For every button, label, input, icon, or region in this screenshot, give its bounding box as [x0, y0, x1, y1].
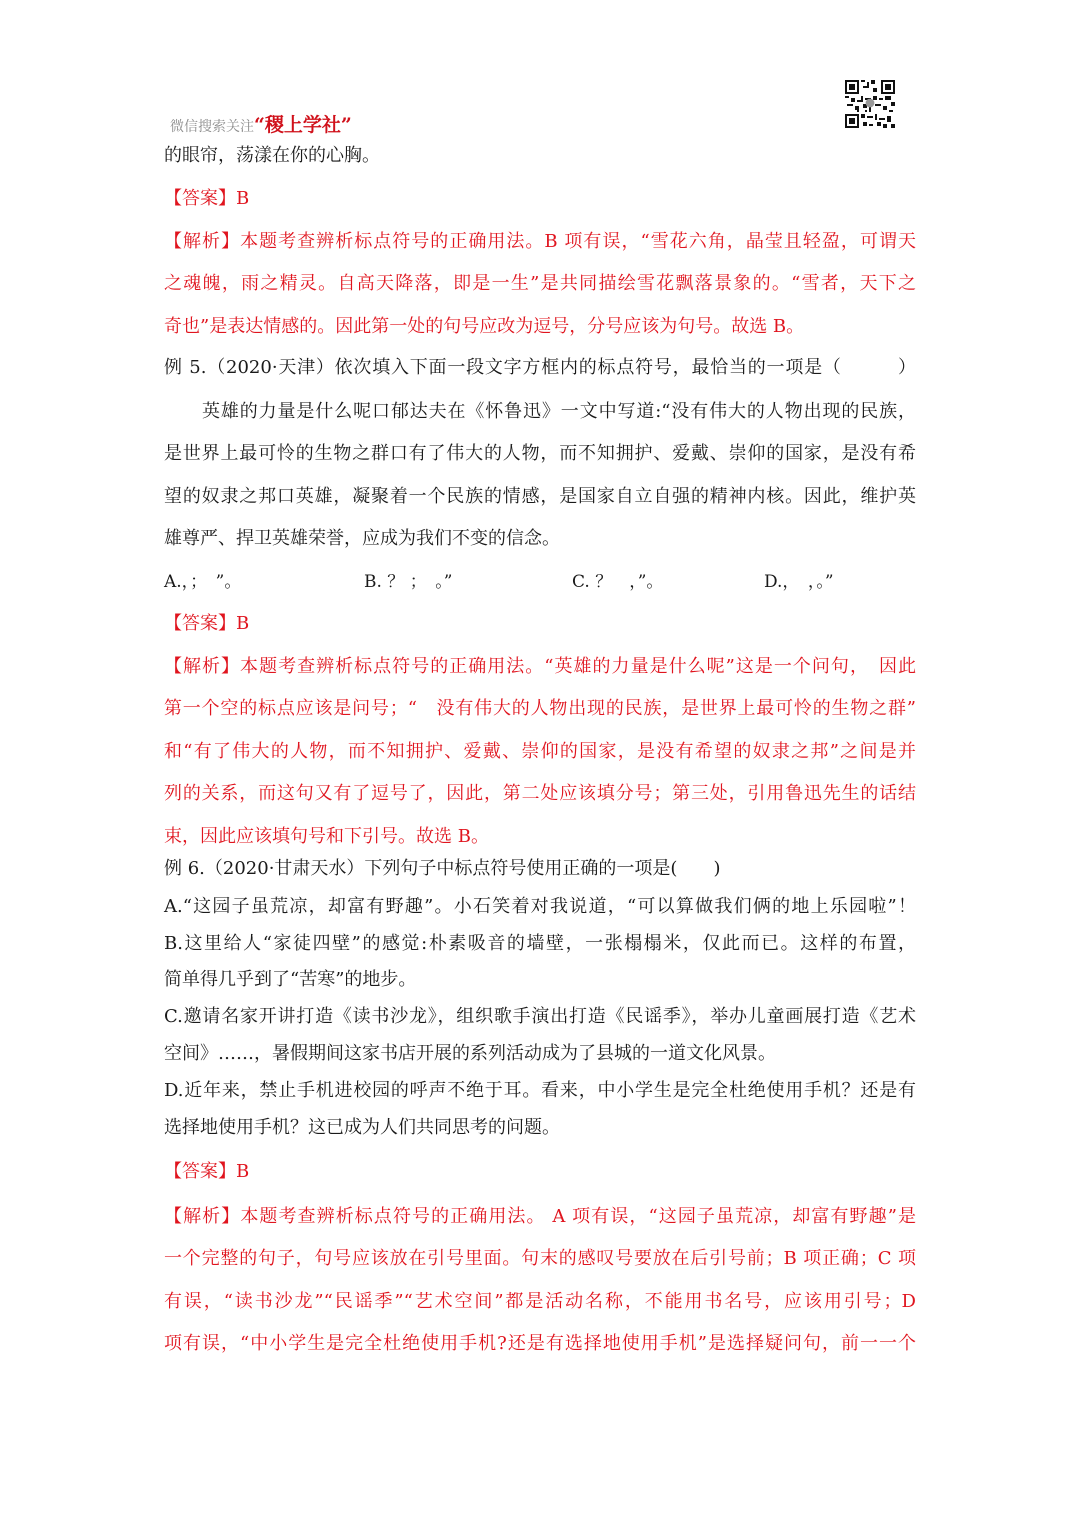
explanation-line: 有误，“读书沙龙”“民谣季”“艺术空间”都是活动名称，不能用书名号，应该用引号；D	[164, 1291, 916, 1312]
question-title: 例 6.（2020·甘肃天水）下列句子中标点符号使用正确的一项是( )	[164, 858, 721, 879]
choice-b: B.这里给人“家徒四壁”的感觉:朴素吸音的墙壁，一张榻榻米，仅此而已。这样的布置，	[164, 933, 916, 954]
choice-c-cont: 空间》……，暑假期间这家书店开展的系列活动成为了县城的一道文化风景。	[164, 1043, 776, 1064]
question-title: 例 5.（2020·天津）依次填入下面一段文字方框内的标点符号，最恰当的一项是（ ）	[164, 357, 917, 378]
option-b: B. ？ ； 。”	[364, 572, 453, 592]
option-c: C. ？ ，”。	[572, 572, 664, 592]
explanation-line: 列的关系，而这句又有了逗号了，因此，第二处应该填分号；第三处，引用鲁迅先生的话结	[164, 783, 916, 804]
choice-d-cont: 选择地使用手机？这已成为人们共同思考的问题。	[164, 1117, 560, 1138]
explanation-line: 项有误，“中小学生是完全杜绝使用手机?还是有选择地使用手机”是选择疑问句，前一一个	[164, 1333, 916, 1354]
qr-code-icon	[845, 80, 895, 128]
explanation-line: 【解析】本题考查辨析标点符号的正确用法。 A 项有误，“这园子虽荒凉，却富有野趣”是	[164, 1206, 916, 1227]
explanation-line: 奇也”是表达情感的。因此第一处的句号应改为逗号，分号应该为句号。故选 B。	[164, 316, 805, 337]
choice-b-cont: 简单得几乎到了“苦寒”的地步。	[164, 969, 417, 990]
option-a: A.，； ”。	[164, 572, 242, 592]
passage-line: 是世界上最可怜的生物之群口有了伟大的人物，而不知拥护、爱戴、崇仰的国家，是没有希	[164, 443, 916, 464]
explanation-line: 之魂魄，雨之精灵。自高天降落，即是一生”是共同描绘雪花飘落景象的。“雪者，天下之	[164, 273, 916, 294]
option-d: D.， ，。”	[764, 572, 834, 592]
choice-c: C.邀请名家开讲打造《读书沙龙》，组织歌手演出打造《民谣季》，举办儿童画展打造《艺术	[164, 1006, 916, 1027]
choice-d: D.近年来，禁止手机进校园的呼声不绝于耳。看来，中小学生是完全杜绝使用手机？还是有	[164, 1080, 916, 1101]
header-watermark	[170, 110, 352, 137]
passage-line: 望的奴隶之邦口英雄，凝聚着一个民族的情感，是国家自立自强的精神内核。因此，维护英	[164, 486, 916, 507]
passage-line: 雄尊严、捍卫英雄荣誉，应成为我们不变的信念。	[164, 528, 560, 549]
choice-a: A.“这园子虽荒凉，却富有野趣”。小石笑着对我说道，“可以算做我们俩的地上乐园啦”！	[164, 896, 916, 917]
brand-name: “稷上学社”	[254, 114, 352, 136]
passage-line: 英雄的力量是什么呢口郁达夫在《怀鲁迅》一文中写道:“没有伟大的人物出现的民族，	[202, 401, 916, 422]
answer-label: 【答案】B	[164, 613, 250, 634]
explanation-line: 【解析】本题考查辨析标点符号的正确用法。B 项有误，“雪花六角，晶莹且轻盈，可谓天	[164, 231, 916, 252]
search-prefix: 微信搜索关注	[170, 119, 254, 135]
answer-label: 【答案】B	[164, 188, 250, 209]
text-line: 的眼帘，荡漾在你的心胸。	[164, 145, 380, 166]
explanation-line: 一个完整的句子，句号应该放在引号里面。句末的感叹号要放在后引号前；B 项正确；C 项	[164, 1248, 916, 1269]
explanation-line: 束，因此应该填句号和下引号。故选 B。	[164, 826, 489, 847]
explanation-line: 第一个空的标点应该是问号；“ 没有伟大的人物出现的民族，是世界上最可怜的生物之群”	[164, 698, 916, 719]
explanation-line: 和“有了伟大的人物，而不知拥护、爱戴、崇仰的国家，是没有希望的奴隶之邦”之间是并	[164, 741, 916, 762]
answer-label: 【答案】B	[164, 1161, 250, 1182]
explanation-line: 【解析】本题考查辨析标点符号的正确用法。“英雄的力量是什么呢”这是一个问句， 因此	[164, 656, 916, 677]
